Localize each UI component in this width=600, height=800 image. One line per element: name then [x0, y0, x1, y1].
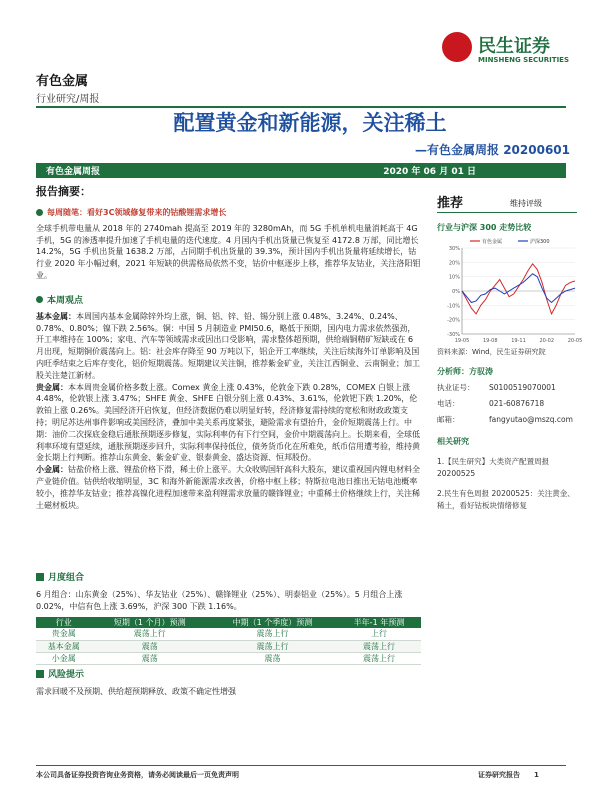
table-header: 半年-1 年预测: [337, 617, 421, 628]
table-cell: 上行: [337, 628, 421, 640]
section-weekly-text: 全球手机带电量从 2018 年的 2740mah 提高至 2019 年的 3280mAh，而 5G 手机单机电量消耗高于 4G 手机，5G 的渗透率提升加速了手机电量的迭代速度。4 月国内手机出货量已恢复至 4172.8 万部，同比增长 14.2%，5G 手机出货量 1638.2 万部，占同期手机出货量的 39.3%，预计国内手机出货量将延续增长，钴行业 2020 年小幅过剩，2021 年短缺的供需格局依然不变，钴价中枢逐步上移，推荐华友钴业，关注洛阳钼业。: [36, 223, 421, 280]
y-tick-label: 0%: [452, 289, 460, 295]
forecast-table: [36, 617, 421, 665]
chart-title: 行业与沪深 300 走势比较: [437, 223, 532, 232]
y-tick-label: -30%: [447, 332, 460, 338]
bullet-icon: [36, 209, 43, 216]
table-cell: 基本金属: [36, 640, 91, 652]
chart-legend: [470, 238, 550, 245]
related-title: 相关研究: [437, 437, 469, 446]
table-header-row: [36, 617, 421, 628]
series-line-1: [462, 264, 575, 314]
section-portfolio-title: 月度组合: [36, 573, 421, 585]
performance-chart: [440, 236, 583, 346]
table-cell: 震荡上行: [337, 652, 421, 664]
industry-name: 有色金属: [36, 74, 89, 89]
section-views: [36, 296, 421, 511]
bullet-icon: [36, 296, 43, 303]
related-item-2: 2.民生有色周报 20200525：关注黄金、稀土，看好钴板块情绪修复: [437, 489, 575, 510]
rating-value: 维持评级: [510, 199, 542, 208]
footer-disclaimer: 本公司具备证券投资咨询业务资格，请务必阅读最后一页免责声明: [36, 771, 239, 779]
minor-metals-para: 小金属：钴盐价格上涨、锂盐价格下滑，稀土价上涨平。大众收购国轩高科大股东，建议重视国内锂电材料全产业链价值。钴供给收缩明显，3C 和海外新能源需求改善，价格中枢上移；特斯拉电池日推出无钴电池概率较小，推荐华友钴业；推荐高镍化进程加速带来盈利锂需求放量的赣锋锂业；中重稀土价格继续上行，关注稀土磁材板块。: [36, 465, 420, 510]
x-tick-label: 20-05: [567, 338, 583, 344]
footer-page: 证券研究报告 1: [478, 771, 539, 779]
page-title: 配置黄金和新能源，关注稀土: [173, 111, 447, 135]
side-divider: [437, 212, 577, 213]
table-header: 行业: [36, 617, 91, 628]
chart-axes: [447, 246, 582, 344]
y-tick-label: -10%: [447, 303, 460, 310]
report-date: 2020 年 06 月 01 日: [383, 167, 476, 177]
x-tick-label: 19-08: [482, 338, 498, 344]
risk-text: 需求回暖不及预期、供给超预期释放、政策不确定性增强: [36, 686, 236, 696]
page-subtitle: —有色金属周报 20200601: [415, 143, 570, 157]
report-type: 行业研究/周报: [36, 94, 100, 105]
table-row: [36, 628, 421, 640]
section-portfolio: [36, 573, 421, 612]
table-cell: 震荡上行: [208, 628, 337, 640]
section-risk: [36, 670, 421, 698]
table-cell: 小金属: [36, 652, 91, 664]
table-row: [36, 652, 421, 664]
y-tick-label: 30%: [448, 246, 460, 252]
table-cell: 震荡: [91, 640, 208, 652]
logo-en: MINSHENG SECURITIES: [478, 56, 569, 64]
chart-source: 资料来源：Wind，民生证券研究院: [437, 348, 546, 356]
table-cell: 震荡上行: [208, 640, 337, 652]
report-bar: [36, 163, 566, 178]
table-row: [36, 640, 421, 652]
summary-heading: 报告摘要：: [36, 185, 91, 198]
table-cell: 震荡上行: [91, 628, 208, 640]
x-tick-label: 19-11: [511, 338, 526, 344]
x-tick-label: 19-05: [454, 338, 470, 344]
section-weekly-title: 每周随笔：看好3C领域修复带来的钴酸锂需求增长: [36, 207, 421, 219]
analyst-title: 分析师：方驭涛: [437, 367, 493, 376]
chart-lines: [462, 264, 575, 314]
x-tick-label: 20-02: [539, 338, 555, 344]
section-weekly: [36, 207, 421, 282]
y-tick-label: 20%: [448, 260, 460, 267]
table-cell: 震荡: [208, 652, 337, 664]
footer-divider: [36, 765, 566, 766]
legend-label: 沪深300: [530, 239, 550, 245]
related-item-1: 1.【民生研究】大类资产配置周报 20200525: [437, 457, 550, 478]
square-bullet-icon: [36, 573, 44, 581]
rating-label: 推荐: [437, 196, 464, 211]
table-cell: 震荡: [91, 652, 208, 664]
series-line-2: [462, 274, 575, 303]
table-header: 短期（1 个月）预测: [91, 617, 208, 628]
table-cell: 震荡上行: [337, 640, 421, 652]
section-views-title: 本周观点: [36, 296, 421, 308]
analyst-email: 邮箱： fangyutao@mszq.com: [437, 415, 573, 424]
table-cell: 贵金属: [36, 628, 91, 640]
analyst-phone: 电话： 021-60876718: [437, 399, 545, 408]
base-metals-para: 基本金属：本周国内基本金属除锌外均上涨，铜、铝、锌、铅、锡分别上涨 0.48%、3.24%、0.24%、0.78%、0.80%；镍下跌 2.56%。铜：中国 5 月制造业 PMI50.6，略低于预期，国内电力需求依然强劲，开工率维持在 100%；家电、汽车等领域需求或因出口受影响，需求整体超预期，供给端铜精矿短缺或在 6 月出现，短期铜价震荡向上。铝：社会库存降至 90 万吨以下，铝企开工率继续，关注后续海外订单影响及国内旺季结束之后库存变化，铝价短期震荡。短期建议关注铜，推荐紫金矿业，关注江西铜业、云南铜业；加工股关注楚江新材。: [36, 311, 420, 380]
analyst-license: 执业证号： S0100519070001: [437, 383, 556, 392]
legend-label: 有色金属: [482, 239, 503, 245]
y-tick-label: 10%: [448, 274, 460, 281]
report-bar-label: 有色金属周报: [46, 167, 101, 177]
logo-mark-icon: [442, 32, 472, 62]
y-tick-label: -20%: [447, 317, 460, 324]
precious-metals-para: 贵金属：本本周贵金属价格多数上涨。Comex 黄金上涨 0.43%，伦敦金下跌 0.28%，COMEX 白银上涨 4.48%，伦敦银上涨 3.47%；SHFE 黄金、SHFE 白银分别上涨 0.43%、3.61%，伦敦钯下跌 1.20%，伦敦铂上涨 0.26%。美国经济开启恢复，但经济数据仍难以明显好转，经济修复需持续的宽松和财政政策支持；明尼苏达州事件影响或美国经济，叠加中美关系再度紧张，避险需求有望抬升，金价短期震荡上行。中期：油价二次探底金稳后通胀预期逐步修复，实际利率仍有下行空间，金价中期震荡向上。长期来看，全球低利率环境有望延续，通胀预期逐步回升，实际利率保持低位，债务货币化在所难免，纸币信用遭考验，维持黄金长期上行判断。推荐山东黄金、紫金矿业、银泰黄金、盛达资源、恒邦股份。: [36, 382, 420, 463]
square-bullet-icon: [36, 670, 44, 678]
company-logo: [442, 32, 572, 72]
section-risk-title: 风险提示: [36, 670, 421, 682]
table-header: 中期（1 个季度）预测: [208, 617, 337, 628]
logo-cn: 民生证券: [478, 36, 550, 57]
portfolio-text: 6 月组合：山东黄金（25%）、华友钴业（25%）、赣锋锂业（25%）、明泰铝业（25%）。5 月组合上涨 0.02%，中信有色上涨 3.69%，沪深 300 下跌 1.16%。: [36, 589, 403, 611]
